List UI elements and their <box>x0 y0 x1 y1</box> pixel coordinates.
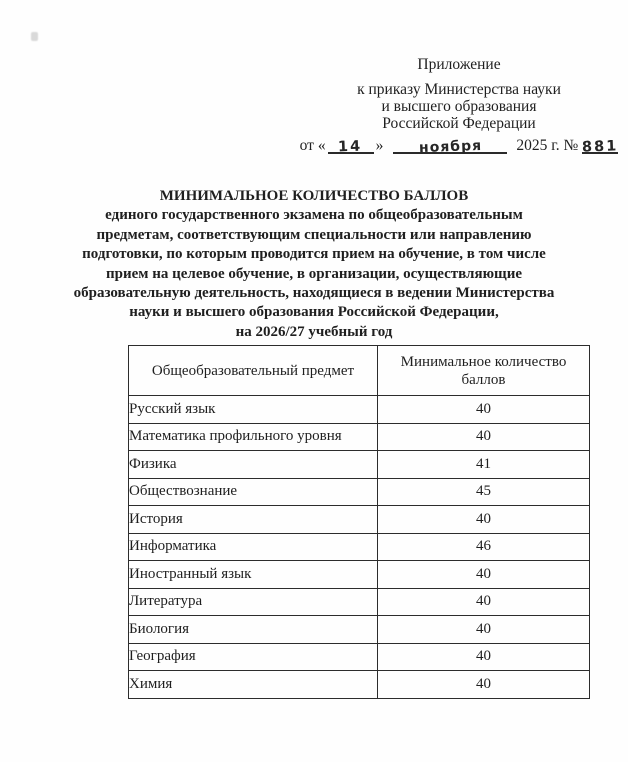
number-underline <box>582 137 618 154</box>
subject-cell: Информатика <box>129 533 378 561</box>
score-cell: 41 <box>378 451 590 479</box>
score-cell: 45 <box>378 478 590 506</box>
score-cell: 40 <box>378 671 590 699</box>
subject-cell: Русский язык <box>129 396 378 424</box>
table-row <box>129 396 590 424</box>
day-underline <box>328 137 374 154</box>
table-row <box>129 588 590 616</box>
table-header-score: Минимальное количество баллов <box>378 346 590 396</box>
appendix-block <box>292 56 626 157</box>
document-title <box>60 187 568 342</box>
order-line: к приказу Министерства науки <box>357 81 561 98</box>
subject-cell: География <box>129 643 378 671</box>
score-cell: 46 <box>378 533 590 561</box>
subject-cell: Обществознание <box>129 478 378 506</box>
score-cell: 40 <box>378 616 590 644</box>
table-header-row <box>129 346 590 396</box>
table-row <box>129 423 590 451</box>
month-underline <box>393 137 507 157</box>
table-row <box>129 671 590 699</box>
title-line: прием на целевое обучение, в организации, осуществляющие <box>105 265 522 282</box>
order-line: Российской Федерации <box>382 115 536 132</box>
score-cell: 40 <box>378 423 590 451</box>
table-header-subject: Общеобразовательный предмет <box>129 346 378 396</box>
score-cell: 40 <box>378 561 590 589</box>
table-row <box>129 533 590 561</box>
title-line: науки и высшего образования Российской Федерации, <box>129 304 499 321</box>
title-line: МИНИМАЛЬНОЕ КОЛИЧЕСТВО БАЛЛОВ <box>159 188 469 204</box>
table-row <box>129 561 590 589</box>
subject-cell: История <box>129 506 378 534</box>
date-closing-quote: » <box>375 137 384 154</box>
handwritten-month: ноября <box>418 137 483 157</box>
date-prefix: от « <box>299 137 326 154</box>
table-row <box>129 643 590 671</box>
score-cell: 40 <box>378 506 590 534</box>
title-line: единого государственного экзамена по общеобразовательным <box>105 207 523 224</box>
order-line: и высшего образования <box>381 98 537 115</box>
subject-cell: Биология <box>129 616 378 644</box>
scan-artifact-speck <box>31 32 38 41</box>
subject-cell: Литература <box>129 588 378 616</box>
score-cell: 40 <box>378 643 590 671</box>
handwritten-day: 14 <box>338 138 363 156</box>
subject-cell: Физика <box>129 451 378 479</box>
title-line: образовательную деятельность, находящиеся в ведении Министерства <box>73 285 555 302</box>
table-row <box>129 451 590 479</box>
subject-cell: Химия <box>129 671 378 699</box>
title-line: подготовки, по которым проводится прием на обучение, в том числе <box>82 246 546 263</box>
date-line <box>292 137 626 157</box>
title-line: на 2026/27 учебный год <box>235 323 393 340</box>
date-year-text: 2025 г. № <box>516 137 579 154</box>
score-cell: 40 <box>378 396 590 424</box>
subject-cell: Математика профильного уровня <box>129 423 378 451</box>
score-cell: 40 <box>378 588 590 616</box>
appendix-label: Приложение <box>417 56 501 73</box>
table-row <box>129 506 590 534</box>
scores-table <box>128 345 590 699</box>
table-row <box>129 478 590 506</box>
handwritten-number: 881 <box>582 138 619 156</box>
subject-cell: Иностранный язык <box>129 561 378 589</box>
table-row <box>129 616 590 644</box>
title-line: предметам, соответствующим специальности или направлению <box>96 226 532 243</box>
